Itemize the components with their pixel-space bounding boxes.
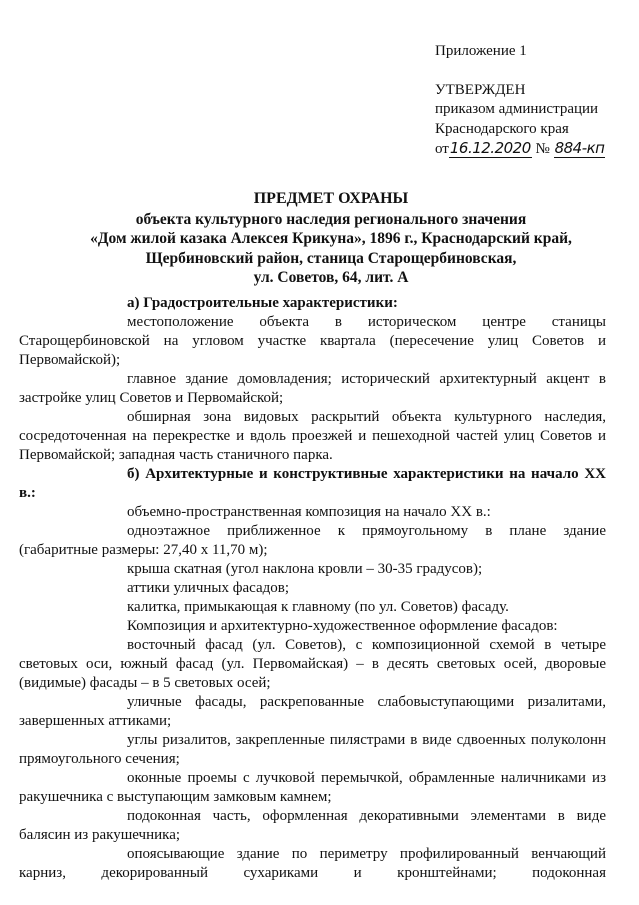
paragraph-a3: обширная зона видовых раскрытий объекта культурного наследия, сосредоточенная на перекрестке и вдоль проезжей и пешеходной частей улиц Советов и Первомайской; западная часть станичного парка. xyxy=(19,409,606,463)
section-a-heading: а) Градостроительные характеристики: xyxy=(127,295,398,311)
paragraph-b11: подоконная часть, оформленная декоративными элементами в виде балясин из ракушечника; xyxy=(19,808,606,843)
paragraph-b2: одноэтажное приближенное к прямоугольному в плане здание (габаритные размеры: 27,40 х 11,70 м); xyxy=(19,523,606,558)
document-title xyxy=(60,189,602,288)
title-line-3: Щербиновский район, станица Старощербиновская, xyxy=(145,249,517,267)
document-body xyxy=(19,294,606,883)
paragraph-a2: главное здание домовладения; исторический архитектурный акцент в застройке улиц Советов и Первомайской; xyxy=(19,371,606,406)
handwritten-date: 16.12.2020 xyxy=(449,139,531,157)
page-title: ПРЕДМЕТ ОХРАНЫ xyxy=(253,190,409,207)
approved-label: УТВЕРЖДЕН xyxy=(435,81,526,98)
handwritten-number: 884-кп xyxy=(554,139,605,157)
title-line-1: объекта культурного наследия регионального значения xyxy=(135,210,527,228)
section-b-heading: б) Архитектурные и конструктивные характеристики на начало XX в.: xyxy=(19,466,606,501)
approval-line-2: Краснодарского края xyxy=(435,120,569,137)
number-label: № xyxy=(535,141,550,157)
approval-date-number xyxy=(435,139,605,160)
approval-line-1: приказом администрации xyxy=(435,101,599,117)
appendix-label: Приложение 1 xyxy=(435,43,527,59)
paragraph-b9: углы ризалитов, закрепленные пилястрами в виде сдвоенных полуколонн прямоугольного сечения; xyxy=(19,732,606,767)
paragraph-b5: калитка, примыкающая к главному (по ул. Советов) фасаду. xyxy=(127,599,509,615)
title-line-4: ул. Советов, 64, лит. А xyxy=(253,269,409,286)
title-line-2: «Дом жилой казака Алексея Крикуна», 1896 г., Краснодарский край, xyxy=(90,230,572,247)
paragraph-b1: объемно-пространственная композиция на начало XX в.: xyxy=(127,504,491,520)
paragraph-b7: восточный фасад (ул. Советов), с композиционной схемой в четыре световых оси, южный фасад (ул. Первомайская) – в десять световых осей, дворовые (видимые) фасады – в 5 световых осей; xyxy=(19,637,606,691)
approval-block xyxy=(435,42,605,160)
paragraph-b10: оконные проемы с лучковой перемычкой, обрамленные наличниками из ракушечника с выступающим замковым камнем; xyxy=(19,770,606,805)
paragraph-a1: местоположение объекта в историческом центре станицы Старощербиновской на угловом участке квартала (пересечение улиц Советов и Первомайской); xyxy=(19,314,606,368)
from-label: от xyxy=(435,141,449,157)
paragraph-b8: уличные фасады, раскрепованные слабовыступающими ризалитами, завершенных аттиками; xyxy=(19,694,606,729)
paragraph-b12: опоясывающие здание по периметру профилированный венчающий карниз, декорированный сухариками и кронштейнами; подоконная xyxy=(19,846,606,881)
paragraph-b6: Композиция и архитектурно-художественное оформление фасадов: xyxy=(127,618,558,634)
paragraph-b3: крыша скатная (угол наклона кровли – 30-35 градусов); xyxy=(127,561,483,577)
paragraph-b4: аттики уличных фасадов; xyxy=(127,580,289,596)
